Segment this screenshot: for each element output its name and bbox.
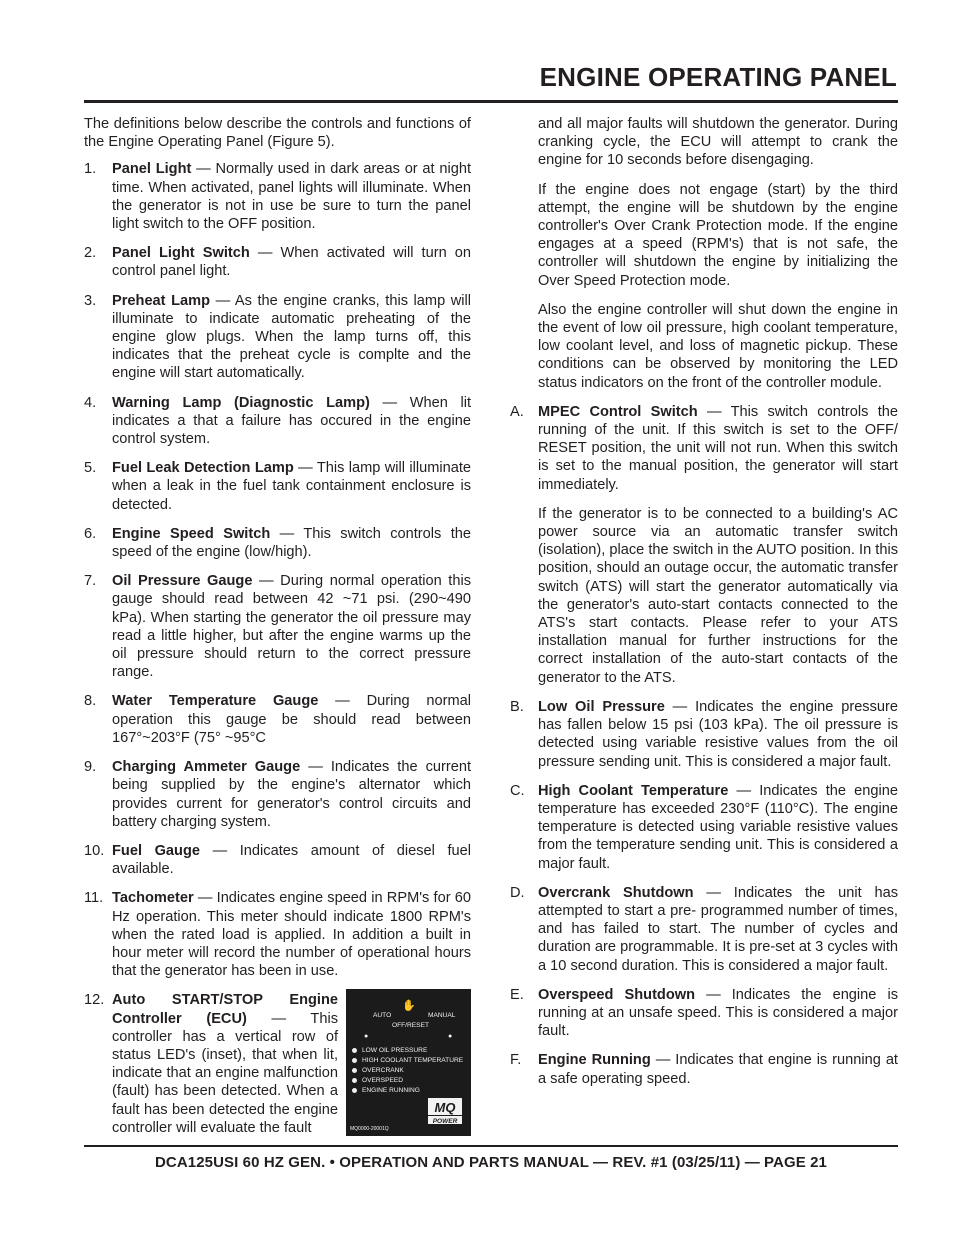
item-text [112,459,471,514]
list-item [84,889,471,980]
item-term: Fuel Gauge [112,842,200,859]
item-term: Overspeed Shutdown [538,986,696,1003]
item-description: — Indicates the engine is running at an unsafe speed. This is considered a major fault. [538,986,898,1040]
header-rule [84,100,898,103]
item-number: 7. [84,573,97,590]
item-description: — During normal operation this gauge should read between 42 ~71 psi. (290~490 kPa). When starting the generator the oil pressure may read a little higher, but after the engine warms up the oil pressure should return to the correct pressure range. [112,573,471,681]
item-number: 10. [84,842,105,859]
item-description: — Indicates the engine temperature has exceeded 230°F (110°C). The engine temperature is detected using variable resistive values from the temperature sending unit. This is considered a major fault. [538,782,898,872]
item-number: 12. [84,992,105,1009]
item-term: Tachometer [112,890,194,907]
list-item [84,692,471,747]
item-description: — Indicates engine speed in RPM's for 60 Hz operation. This meter should indicate 1800 RPM's when the rated load is applied. In addition a built in hour meter will record the number of operational hours that the generator has been in use. [112,890,471,980]
item-text [112,991,346,1137]
item-text [538,1051,898,1087]
led-icon [352,1048,357,1053]
item-text [538,986,898,1041]
item-text [538,698,898,771]
item-text [112,160,471,233]
item-term: Water Temperature Gauge [112,693,319,710]
list-item [84,160,471,233]
list-item [84,525,471,561]
list-item [84,244,471,280]
item-term: Oil Pressure Gauge [112,573,253,590]
left-item-list [84,160,471,980]
item-term: MPEC Control Switch [538,403,698,420]
led-label: ENGINE RUNNING [362,1087,420,1095]
list-item [510,698,898,771]
item-number: A. [510,403,524,420]
item-number: 2. [84,245,97,262]
item-description: — This lamp will illuminate when a leak in the fuel tank containment enclosure is detected. [112,460,472,513]
item-number: 11. [84,890,104,907]
item-description: — Indicates the engine pressure has fallen below 15 psi (103 kPa). The oil pressure is detected using variable resistive values from the oil pressure sending unit. This is considered a major fault. [538,698,898,770]
item-term: Overcrank Shutdown [538,884,694,901]
led-status-row [352,1046,463,1056]
led-status-row [352,1056,463,1066]
list-item [84,394,471,449]
paragraph: If the generator is to be connected to a building's AC power source via an automatic transfer switch (isolation), place the switch in the AUTO position. In this position, should an outage occur, the automatic transfer switch (ATS) will start the generator automatically via the generator's auto-start contacts connected to the ATS's start contacts. Please refer to your ATS installation manual for further instructions for the correct installation of the auto-start contacts of the generator to the ATS. [538,505,898,686]
led-icon [352,1078,357,1083]
item-number: 5. [84,460,97,477]
page-title: ENGINE OPERATING PANEL [539,62,897,92]
item-description: — Indicates the unit has attempted to start a pre- programmed number of times, and has failed to start. The number of cycles and duration are programmable. It is pre-set at 3 cycles with a 10 second duration. This is considered a major fault. [538,884,898,974]
list-item [84,842,471,878]
item-number: 6. [84,525,97,542]
item-number: 8. [84,693,97,710]
intro-paragraph: The definitions below describe the controls and functions of the Engine Operating Panel (Figure 5). [84,116,471,151]
item-term: Engine Speed Switch [112,525,271,542]
item-number: 9. [84,759,97,776]
item-text [112,394,471,449]
item-text [112,525,471,561]
list-item [510,986,898,1041]
inset-part-code: MQ0000-20001Q [350,1126,389,1133]
led-label: OVERCRANK [362,1067,404,1075]
list-item [84,459,471,514]
item-term: Warning Lamp (Diagnostic Lamp) [112,394,370,411]
svg-text:MQ: MQ [434,1100,456,1116]
item-number: 4. [84,394,97,411]
item-description: — When activated will turn on control panel light. [112,245,471,280]
item-term: Auto START/STOP Engine Controller (ECU) [112,992,338,1027]
item-text [112,889,471,980]
footer-rule [84,1145,898,1147]
item-text [112,572,471,681]
page-footer: DCA125USI 60 HZ GEN. • OPERATION AND PARTS MANUAL — REV. #1 (03/25/11) — PAGE 21 [154,1154,828,1171]
list-item-12 [84,991,471,1137]
led-label: HIGH COOLANT TEMPERATURE [362,1057,464,1065]
item-description: — Indicates amount of diesel fuel available. [112,842,472,878]
paragraph: If the engine does not engage (start) by the third attempt, the engine will be shutdown by the engine controller's Over Crank Protection mode. If the engine engages at a speed (RPM's) that is not safe, the controller will shutdown the engine by initializing the Over Speed Protection mode. [538,181,898,289]
item-description: — During normal operation this gauge be should read between 167°~203°F (75° ~95°C [112,693,471,746]
item-text [112,292,471,383]
item-description: — This switch controls the speed of the engine (low/high). [112,525,471,561]
item-term: High Coolant Temperature [538,782,729,799]
item-number: E. [510,986,524,1003]
led-status-row [352,1066,463,1076]
item-number: 3. [84,292,97,309]
paragraph: and all major faults will shutdown the generator. During cranking cycle, the ECU will attempt to crank the engine for 10 seconds before disengaging. [538,116,898,169]
item-number: C. [510,782,525,799]
item-term: Charging Ammeter Gauge [112,759,301,776]
list-item [84,292,471,383]
led-icon [352,1068,357,1073]
item-text [538,884,898,975]
led-status-row [352,1086,463,1096]
item-text [112,692,471,747]
item-description: — This switch controls the running of the unit. If this switch is set to the OFF/ RESET position, the unit will not run. When this switch is set to the manual position, the generator will start immediately. [538,403,898,493]
item-number: F. [510,1052,522,1069]
list-item [510,884,898,975]
right-item-list [510,403,898,494]
item-term: Engine Running [538,1052,651,1069]
item-description: — As the engine cranks, this lamp will illuminate to indicate automatic preheating of the engine glow plugs. When the lamp turns off, this indicates that the preheat cycle is complte and the engine will start automatically. [112,292,472,382]
item-description: — Indicates that engine is running at a safe operating speed. [538,1052,898,1087]
led-icon [352,1058,357,1063]
right-column [510,115,898,1099]
inset-auto-label: AUTO [373,1012,392,1020]
list-item [510,1051,898,1087]
led-list [352,1046,463,1096]
hand-icon: ✋ [402,1000,416,1013]
item-description: — This controller has a vertical row of status LED's (inset), that when lit, indicate that an engine malfunction (fault) has been detected. When a fault has been detected the engine controller will evaluate the fault [112,1010,338,1136]
list-item [84,572,471,681]
mq-power-logo [428,1098,462,1124]
inset-off-reset-label: OFF/RESET [392,1022,429,1030]
item-number: D. [510,884,525,901]
led-icon [352,1088,357,1093]
item-text [538,403,898,494]
item-number: 1. [84,161,97,178]
led-status-row [352,1076,463,1086]
item-description: — Indicates the current being supplied by the engine's alternator which provides current for generator's control circuits and battery charging system. [112,759,471,830]
controller-inset-image [346,989,471,1136]
item-term: Fuel Leak Detection Lamp [112,460,294,477]
item-term: Low Oil Pressure [538,698,665,715]
item-description: — Normally used in dark areas or at night time. When activated, panel lights will illuminate. When the generator is not in use be sure to turn the panel light switch to the OFF position. [112,161,471,233]
item-description: — When lit indicates a that a failure has occured in the engine control system. [112,394,472,448]
dot-icon: ● [448,1033,453,1041]
paragraph: Also the engine controller will shut down the engine in the event of low oil pressure, high coolant temperature, low coolant level, and loss of magnetic pickup. These conditions can be observed by monitoring the LED status indicators on the front of the controller module. [538,301,898,391]
led-label: LOW OIL PRESSURE [362,1047,428,1055]
item-text [112,244,471,280]
item-text [112,758,471,831]
inset-brand: POWER [432,1118,458,1125]
item-text [112,842,471,878]
list-item [84,758,471,831]
item-term: Preheat Lamp [112,292,211,309]
list-item [510,782,898,873]
right-item-list-2 [510,698,898,1088]
item-term: Panel Light [112,161,192,178]
item-number: B. [510,698,524,715]
dot-icon: ● [364,1033,369,1041]
list-item [510,403,898,494]
led-label: OVERSPEED [362,1077,404,1085]
item-text [538,782,898,873]
inset-manual-label: MANUAL [428,1012,456,1020]
item-term: Panel Light Switch [112,245,250,262]
left-column [84,115,471,1148]
